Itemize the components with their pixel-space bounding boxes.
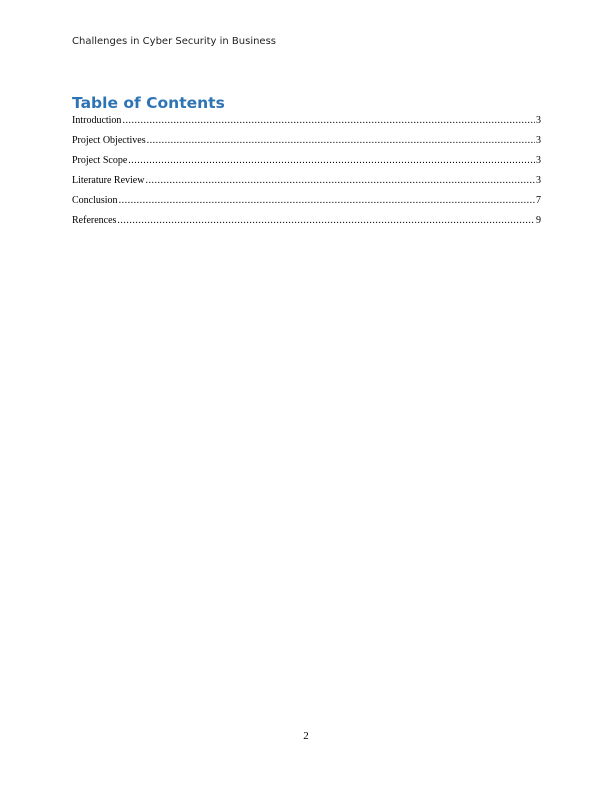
running-header: Challenges in Cyber Security in Business [72,36,277,47]
toc-entry-page: 3 [536,155,541,166]
toc-entry-title: References [72,215,117,226]
toc-entry-page: 3 [536,135,541,146]
table-of-contents [72,115,541,235]
toc-dot-leader [147,135,535,146]
toc-entry-title: Literature Review [72,175,145,186]
toc-dot-leader [119,195,535,206]
toc-dot-leader [122,115,535,126]
toc-entry-project-scope[interactable] [72,155,541,175]
toc-entry-page: 9 [536,215,541,226]
toc-dot-leader [145,175,535,186]
toc-entry-page: 3 [536,115,541,126]
toc-entry-title: Project Scope [72,155,128,166]
toc-entry-page: 3 [536,175,541,186]
toc-dot-leader [117,215,535,226]
toc-entry-introduction[interactable] [72,115,541,135]
toc-heading: Table of Contents [72,94,225,112]
toc-dot-leader [128,155,535,166]
toc-entry-literature-review[interactable] [72,175,541,195]
toc-entry-references[interactable] [72,215,541,235]
toc-entry-conclusion[interactable] [72,195,541,215]
page-number: 2 [303,730,309,742]
toc-entry-title: Conclusion [72,195,118,206]
toc-entry-project-objectives[interactable] [72,135,541,155]
toc-entry-page: 7 [536,195,541,206]
toc-entry-title: Introduction [72,115,122,126]
toc-entry-title: Project Objectives [72,135,146,146]
